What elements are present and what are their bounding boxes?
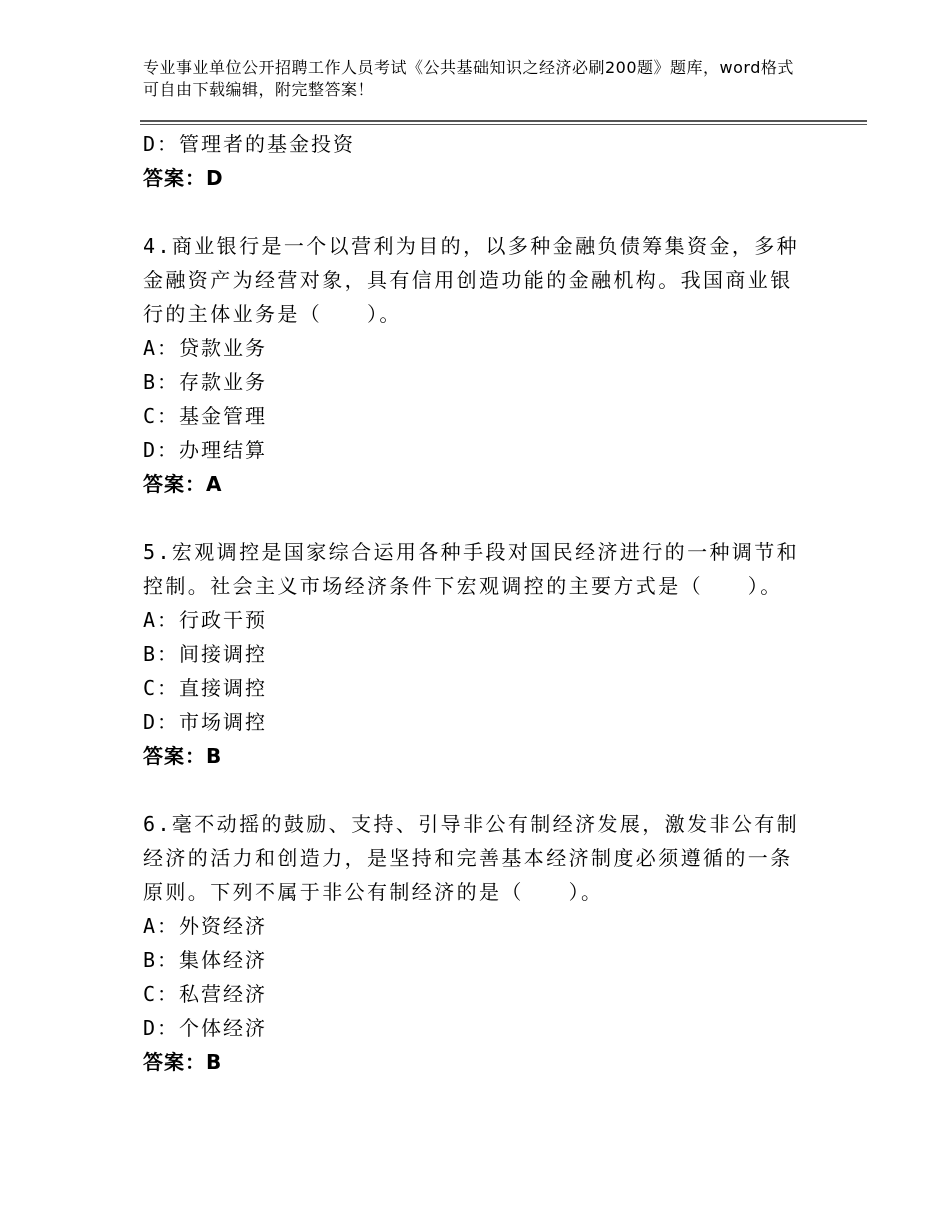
answer: 答案：A bbox=[143, 472, 223, 496]
answer: 答案：B bbox=[143, 744, 223, 768]
question-block-4 bbox=[143, 229, 803, 501]
question-block-6 bbox=[143, 807, 803, 1079]
answer: 答案：B bbox=[143, 1050, 223, 1074]
option-b: B：集体经济 bbox=[143, 948, 268, 972]
option-d: D：办理结算 bbox=[143, 438, 268, 462]
page-header-title: 专业事业单位公开招聘工作人员考试《公共基础知识之经济必刷200题》题库，word格式可自由下载编辑，附完整答案！ bbox=[143, 58, 794, 99]
option-c: C：直接调控 bbox=[143, 676, 268, 700]
spacer bbox=[143, 195, 803, 229]
option-d: D：市场调控 bbox=[143, 710, 268, 734]
option-b: B：存款业务 bbox=[143, 370, 268, 394]
question-stem: 5.宏观调控是国家综合运用各种手段对国民经济进行的一种调节和控制。社会主义市场经济条件下宏观调控的主要方式是（ ）。 bbox=[143, 540, 800, 598]
spacer bbox=[143, 773, 803, 807]
option-c: C：私营经济 bbox=[143, 982, 268, 1006]
question-stem: 4.商业银行是一个以营利为目的，以多种金融负债筹集资金，多种金融资产为经营对象，具有信用创造功能的金融机构。我国商业银行的主体业务是（ ）。 bbox=[143, 234, 800, 326]
option-a: A：行政干预 bbox=[143, 608, 268, 632]
spacer bbox=[143, 501, 803, 535]
option-a: A：贷款业务 bbox=[143, 336, 268, 360]
answer: 答案：D bbox=[143, 166, 224, 190]
header-divider bbox=[140, 120, 867, 125]
option-d: D：管理者的基金投资 bbox=[143, 132, 356, 156]
option-a: A：外资经济 bbox=[143, 914, 268, 938]
question-block-5 bbox=[143, 535, 803, 773]
document-body bbox=[143, 127, 803, 1079]
option-c: C：基金管理 bbox=[143, 404, 268, 428]
question-stem: 6.毫不动摇的鼓励、支持、引导非公有制经济发展，激发非公有制经济的活力和创造力，是坚持和完善基本经济制度必须遵循的一条原则。下列不属于非公有制经济的是（ ）。 bbox=[143, 812, 800, 904]
option-b: B：间接调控 bbox=[143, 642, 268, 666]
option-d: D：个体经济 bbox=[143, 1016, 268, 1040]
